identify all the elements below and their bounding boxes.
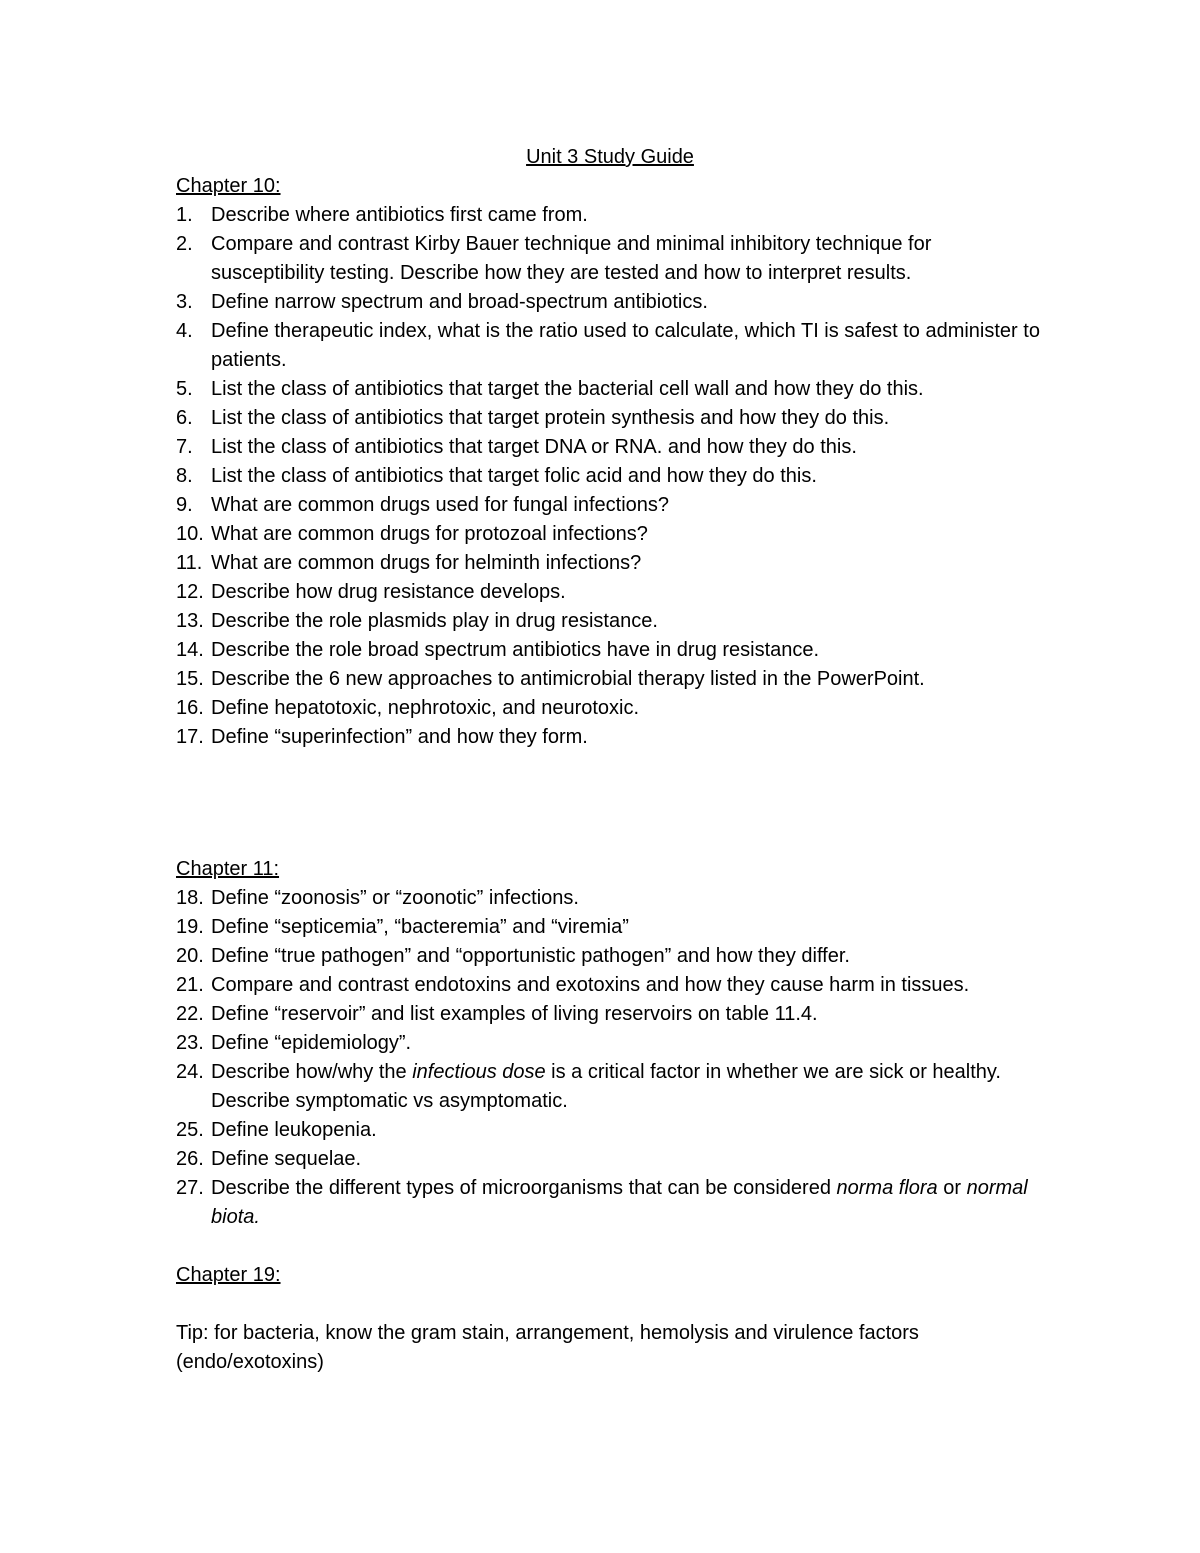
list-item: 7. List the class of antibiotics that target DNA or RNA. and how they do this.	[176, 436, 857, 458]
list-item: 12. Describe how drug resistance develops.	[176, 581, 566, 603]
list-item: 2. Compare and contrast Kirby Bauer technique and minimal inhibitory technique for susceptibility testing. Describe how they are tested and how to interpret results.	[176, 233, 932, 284]
list-item: 6. List the class of antibiotics that target protein synthesis and how they do this.	[176, 407, 890, 429]
list-item: 17. Define “superinfection” and how they form.	[176, 726, 588, 748]
list-item: 5. List the class of antibiotics that target the bacterial cell wall and how they do this.	[176, 378, 924, 400]
list-item: 20. Define “true pathogen” and “opportunistic pathogen” and how they differ.	[176, 945, 850, 967]
list-item: 27. Describe the different types of microorganisms that can be considered norma flora or normal biota.	[176, 1177, 1028, 1228]
document-title: Unit 3 Study Guide	[526, 146, 694, 168]
tip-text: Tip: for bacteria, know the gram stain, arrangement, hemolysis and virulence factors (endo/exotoxins)	[176, 1322, 919, 1373]
list-item: 22. Define “reservoir” and list examples of living reservoirs on table 11.4.	[176, 1003, 818, 1025]
chapter-11-section	[176, 855, 1050, 1232]
chapter-heading: Chapter 11:	[176, 858, 280, 880]
list-item: 15. Describe the 6 new approaches to antimicrobial therapy listed in the PowerPoint.	[176, 668, 925, 690]
list-item: 14. Describe the role broad spectrum antibiotics have in drug resistance.	[176, 639, 820, 661]
list-item: 25. Define leukopenia.	[176, 1119, 377, 1141]
list-item: 18. Define “zoonosis” or “zoonotic” infections.	[176, 887, 579, 909]
list-item: 13. Describe the role plasmids play in drug resistance.	[176, 610, 658, 632]
list-item: 9. What are common drugs used for fungal infections?	[176, 494, 670, 516]
list-item: 21. Compare and contrast endotoxins and exotoxins and how they cause harm in tissues.	[176, 974, 970, 996]
chapter-19-section	[176, 1261, 1050, 1290]
list-item: 8. List the class of antibiotics that target folic acid and how they do this.	[176, 465, 817, 487]
chapter-heading: Chapter 10:	[176, 175, 281, 197]
list-item: 23. Define “epidemiology”.	[176, 1032, 412, 1054]
list-item: 11. What are common drugs for helminth infections?	[176, 552, 642, 574]
chapter-heading: Chapter 19:	[176, 1264, 281, 1286]
chapter-10-section	[176, 172, 1050, 752]
list-item: 4. Define therapeutic index, what is the ratio used to calculate, which TI is safest to administer to patients.	[176, 320, 1040, 371]
list-item: 19. Define “septicemia”, “bacteremia” and “viremia”	[176, 916, 629, 938]
list-item: 26. Define sequelae.	[176, 1148, 362, 1170]
list-item: 16. Define hepatotoxic, nephrotoxic, and neurotoxic.	[176, 697, 640, 719]
question-list	[176, 884, 1050, 1232]
list-item: 24. Describe how/why the infectious dose is a critical factor in whether we are sick or healthy. Describe symptomatic vs asymptomatic.	[176, 1061, 1001, 1112]
list-item: 3. Define narrow spectrum and broad-spectrum antibiotics.	[176, 291, 708, 313]
list-item: 1. Describe where antibiotics first came from.	[176, 204, 588, 226]
question-list	[176, 201, 1050, 752]
list-item: 10. What are common drugs for protozoal infections?	[176, 523, 648, 545]
